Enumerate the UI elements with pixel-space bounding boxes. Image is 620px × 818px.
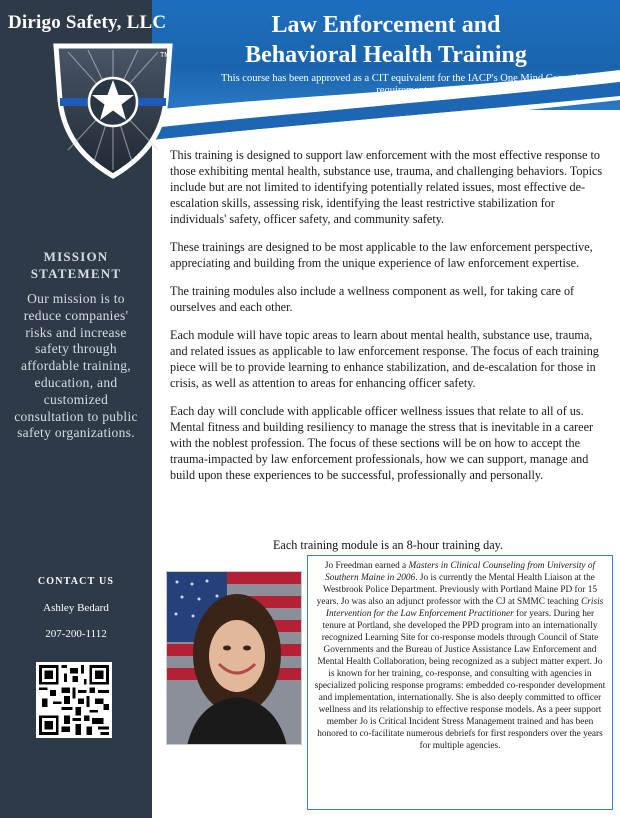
paragraph: Each day will conclude with applicable officer wellness issues that relate to all of us. Mental fitness and building resiliency to manage the stress that is inevitable in a career with the noblest profession. The focus of these sections will be on how to accept the trauma-impacted by law enforcement professionals, how we can support, manage and build upon these experiences to be successful, professionally and personally. (170, 404, 594, 482)
paragraph: The training modules also include a wellness component as well, for taking care of ourselves and each other. (170, 284, 575, 314)
contact-name: Ashley Bedard (43, 602, 109, 614)
mission-heading-line-1: MISSION (43, 249, 109, 264)
bio-text: . Jo is currently the Mental Health Liaison at the Westbrook Police Department. Previously with Portland Maine PD for 15 years. Jo was also an adjunct professor with the CJ at SMMC teaching (316, 573, 597, 607)
bio-text: for years. During her tenure at Portland, she developed the PPD program into an internationally recognized Learning Site for co-response models through Council of State Governments and the Bureau of Justice Assistance Law Enforcement and Mental Health Collaboration, being recognized as a subject matter expert. Jo is known for her training, co-response, and consulting with agencies in specialized policing response programs: embedded co-responder development and implementation, internationally. She is also deeply committed to officer wellness and its relationship to effective response models. As a peer support member Jo is Critical Incident Stress Management trained and has been honored to co-facilitate numerous debriefs for first responders over the years for multiple agencies. (314, 609, 606, 751)
mission-heading (0, 248, 152, 282)
closing-line: Each training module is an 8-hour training day. (272, 538, 504, 552)
trademark-mark: TM (160, 52, 171, 59)
paragraph: These trainings are designed to be most applicable to the law enforcement perspective, appreciating and building from the unique experience of law enforcement expertise. (170, 240, 593, 270)
instructor-bio (307, 555, 613, 810)
paragraph: This training is designed to support law enforcement with the most effective response to those exhibiting mental health, substance use, trauma, and challenging behaviors. Topics include but are not limited to identifying potentially related issues, most effective de-escalation skills, assessing risk, identifying the least restrictive stabilization for individuals' safety, officer safety, and community safety. (170, 148, 603, 226)
title-line-1: Law Enforcement and (271, 12, 501, 38)
mission-heading-line-2: STATEMENT (30, 266, 122, 281)
title-line-2: Behavioral Health Training (245, 42, 527, 68)
paragraph: Each module will have topic areas to learn about mental health, substance use, trauma, and related issues as applicable to law enforcement response. The focus of each training piece will be to provide learning to enhance stabilization, and de-escalation for those in crisis, as well as attention to areas for enhancing officer safety. (170, 328, 599, 390)
mission-statement: Our mission is to reduce companies' risks and increase safety through affordable training, education, and customized consultation to public safety organizations. (14, 291, 138, 441)
brand-name: Dirigo Safety, LLC (8, 12, 167, 33)
instructor-photo (166, 571, 302, 745)
qr-code-icon (39, 665, 109, 735)
page-subtitle: This course has been approved as a CIT equivalent for the IACP's One Mind Campaign requirements. (221, 73, 589, 96)
bio-course: Crisis Intervention for the Law Enforcement Practitioner (325, 597, 604, 619)
bio-degree: Masters in Clinical Counseling from University of Southern Maine in 2006 (325, 561, 596, 583)
shield-icon (48, 40, 178, 180)
bio-text: Jo Freedman earned a (324, 561, 409, 571)
qr-code[interactable] (36, 662, 112, 738)
page-title (152, 10, 620, 70)
contact-heading: CONTACT US (37, 576, 115, 587)
portrait-image (167, 572, 302, 745)
main-content (170, 147, 606, 495)
contact-phone[interactable]: 207-200-1112 (45, 628, 107, 640)
shield-logo (48, 40, 178, 180)
